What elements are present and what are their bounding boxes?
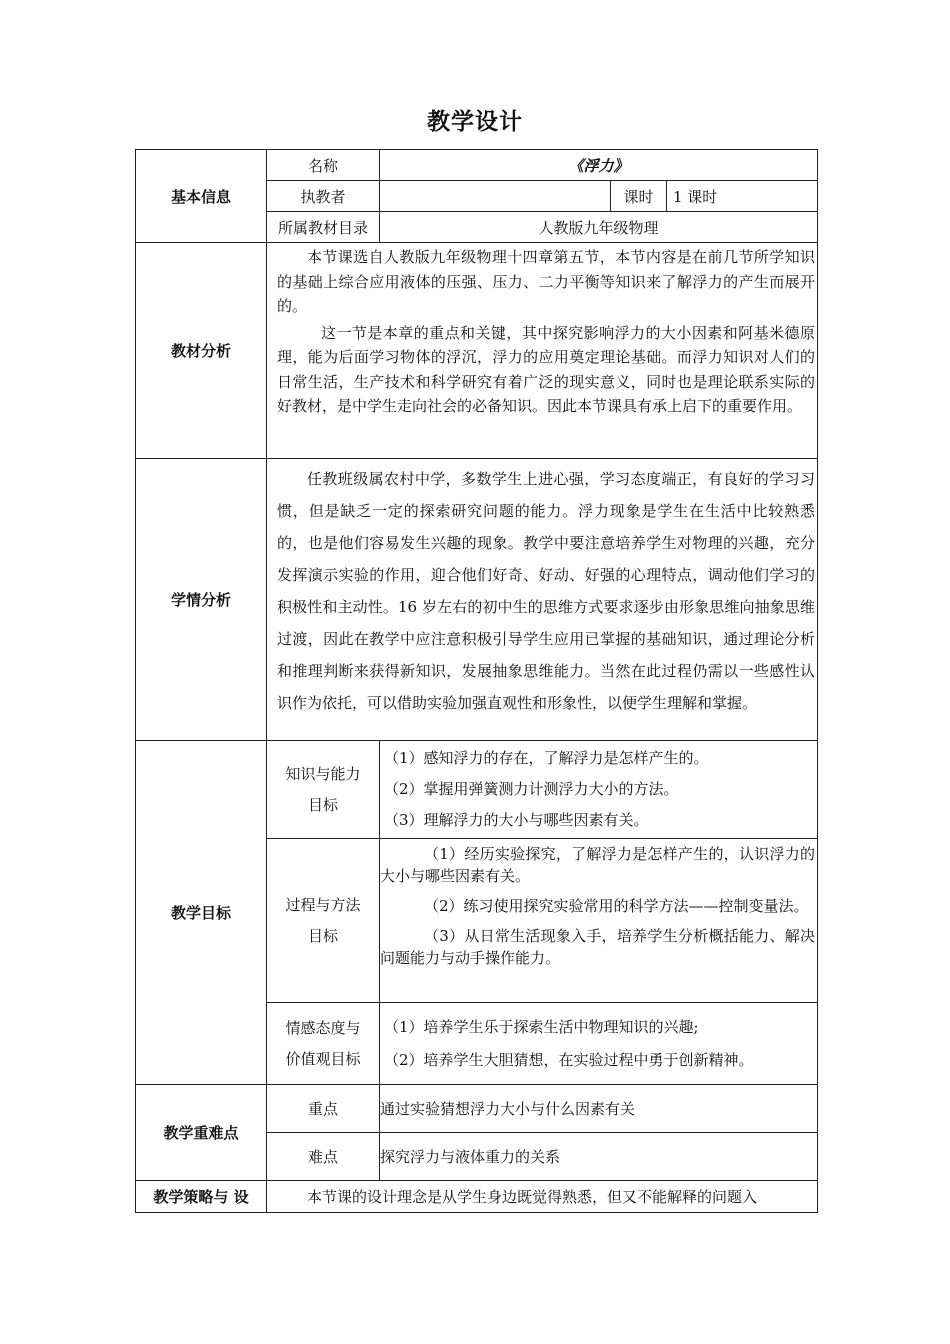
student-analysis-label: 学情分析 bbox=[136, 459, 267, 741]
difficult-point-value: 探究浮力与液体重力的关系 bbox=[380, 1133, 818, 1181]
textbook-analysis-label: 教材分析 bbox=[136, 243, 267, 459]
basic-info-label: 基本信息 bbox=[136, 150, 267, 243]
list-item: （1）培养学生乐于探索生活中物理知识的兴趣; bbox=[384, 1017, 699, 1036]
catalog-value: 人教版九年级物理 bbox=[380, 212, 818, 243]
process-goal-items bbox=[380, 839, 818, 1003]
key-points-label: 教学重难点 bbox=[136, 1085, 267, 1181]
lesson-plan-table bbox=[135, 149, 818, 1213]
name-label: 名称 bbox=[267, 150, 380, 181]
student-analysis-paragraph: 任教班级属农村中学，多数学生上进心强，学习态度端正，有良好的学习习惯，但是缺乏一定的探索研究问题的能力。浮力现象是学生在生活中比较熟悉的，也是他们容易发生兴趣的现象。教学中要注意培养学生对物理的兴趣，充分发挥演示实验的作用，迎合他们好奇、好动、好强的心理特点，调动他们学习的积极性和主动性。16 岁左右的初中生的思维方式要求逐步由形象思维向抽象思维过渡，因此在教学中应注意积极引导学生应用已掌握的基础知识，通过理论分析和推理判断来获得新知识，发展抽象思维能力。当然在此过程仍需以一些感性认识作为依托，可以借助实验加强直观性和形象性，以便学生理解和掌握。 bbox=[277, 470, 815, 712]
row-name bbox=[136, 150, 818, 181]
row-textbook-analysis bbox=[136, 243, 818, 459]
catalog-label: 所属教材目录 bbox=[267, 212, 380, 243]
process-goal-label: 过程与方法目标 bbox=[267, 839, 380, 1003]
list-item: （2）培养学生大胆猜想，在实验过程中勇于创新精神。 bbox=[384, 1050, 754, 1069]
teacher-label: 执教者 bbox=[267, 181, 380, 212]
row-strategy bbox=[136, 1181, 818, 1213]
textbook-analysis-paragraph: 这一节是本章的重点和关键，其中探究影响浮力的大小因素和阿基米德原理，能为后面学习物体的浮沉，浮力的应用奠定理论基础。而浮力知识对人们的日常生活，生产技术和科学研究有着广泛的现实意义，同时也是理论联系实际的好教材，是中学生走向社会的必备知识。因此本节课具有承上启下的重要作用。 bbox=[277, 323, 815, 415]
document-title: 教学设计 bbox=[427, 109, 523, 135]
textbook-analysis-content bbox=[267, 243, 818, 459]
name-value: 《浮力》 bbox=[380, 150, 818, 181]
list-item: （1）感知浮力的存在，了解浮力是怎样产生的。 bbox=[384, 749, 709, 767]
strategy-text: 本节课的设计理念是从学生身边既觉得熟悉，但又不能解释的问题入 bbox=[267, 1181, 818, 1213]
teacher-value bbox=[380, 181, 611, 212]
knowledge-goal-label: 知识与能力目标 bbox=[267, 741, 380, 839]
row-key-point bbox=[136, 1085, 818, 1133]
key-point-value: 通过实验猜想浮力大小与什么因素有关 bbox=[380, 1085, 818, 1133]
period-label: 课时 bbox=[611, 181, 667, 212]
emotion-goal-items bbox=[380, 1003, 818, 1085]
list-item: （2）掌握用弹簧测力计测浮力大小的方法。 bbox=[384, 780, 679, 798]
strategy-label: 教学策略与 设 bbox=[136, 1181, 267, 1213]
row-student-analysis bbox=[136, 459, 818, 741]
knowledge-goal-items bbox=[380, 741, 818, 839]
key-point-label: 重点 bbox=[267, 1085, 380, 1133]
student-analysis-content bbox=[267, 459, 818, 741]
list-item: （1）经历实验探究，了解浮力是怎样产生的，认识浮力的大小与哪些因素有关。 bbox=[380, 845, 815, 885]
list-item: （3）从日常生活现象入手，培养学生分析概括能力、解决问题能力与动手操作能力。 bbox=[380, 927, 815, 967]
period-value: 1 课时 bbox=[667, 181, 818, 212]
row-goal-knowledge bbox=[136, 741, 818, 839]
teaching-goals-label: 教学目标 bbox=[136, 741, 267, 1085]
emotion-goal-label: 情感态度与价值观目标 bbox=[267, 1003, 380, 1085]
textbook-analysis-paragraph: 本节课选自人教版九年级物理十四章第五节，本节内容是在前几节所学知识的基础上综合应用液体的压强、压力、二力平衡等知识来了解浮力的产生而展开的。 bbox=[277, 248, 815, 315]
difficult-point-label: 难点 bbox=[267, 1133, 380, 1181]
list-item: （3）理解浮力的大小与哪些因素有关。 bbox=[384, 811, 649, 829]
list-item: （2）练习使用探究实验常用的科学方法——控制变量法。 bbox=[424, 897, 809, 915]
